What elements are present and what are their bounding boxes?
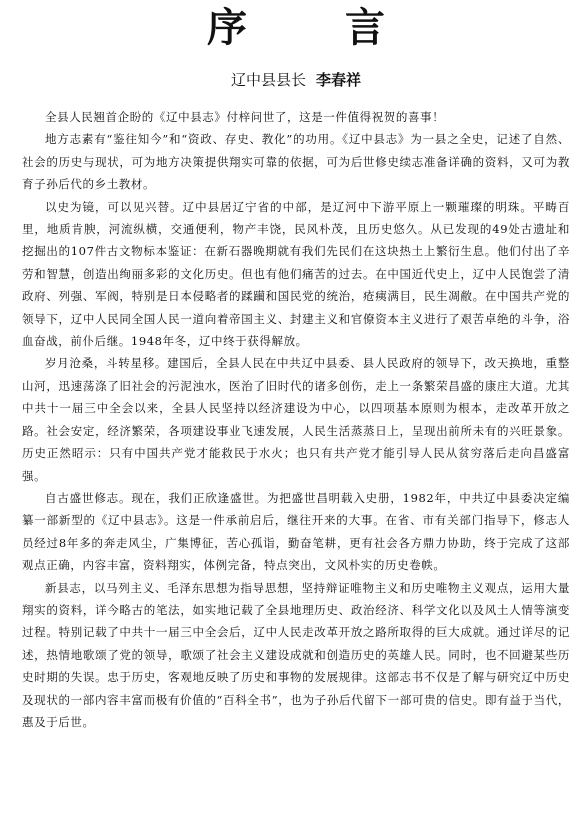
title-char-1: 序 [207, 5, 247, 51]
paragraph: 地方志素有“鉴往知今”和“资政、存史、教化”的功用。《辽中县志》为一县之全史，记述了自然、社会的历史与现状，可为地方决策提供翔实可靠的依据，可为后世修史续志准备详确的资料，又可为教育子孙后代的乡土教材。 [22, 132, 570, 192]
paragraph: 以史为镜，可以见兴替。辽中县居辽宁省的中部，是辽河中下游平原上一颗璀璨的明珠。平畴百里，地质肯腴，河流纵横，交通便利，物产丰饶，民风朴茂，且历史悠久。从已发现的49处古遗址和挖掘出的107件古文物标本鉴证：在新石器晚期就有我们先民们在这块热土上繁衍生息。他们付出了辛劳和智慧，创造出绚丽多彩的文化历史。但也有他们痛苦的过去。在中国近代史上，辽中人民饱尝了清政府、列强、军阀，特别是日本侵略者的蹂躏和国民党的统治，疮痍满目，民生凋敝。在中国共产党的领导下，辽中人民同全国人民一道向着帝国主义、封建主义和官僚资本主义进行了艰苦卓绝的斗争，浴血奋战，前仆后继。1948年冬，辽中终于获得解放。 [22, 199, 570, 349]
author-position: 辽中县县长 [230, 71, 306, 89]
author-name: 李春祥 [316, 71, 362, 89]
preface-body [22, 106, 570, 733]
page-title [22, 0, 570, 50]
paragraph: 全县人民翘首企盼的《辽中县志》付梓问世了，这是一件值得祝贺的喜事！ [45, 110, 445, 124]
title-char-2: 言 [345, 5, 385, 51]
paragraph: 自古盛世修志。现在，我们正欣逢盛世。为把盛世昌明载入史册，1982年，中共辽中县委决定编纂一部新型的《辽中县志》。这是一件承前启后，继往开来的大事。在省、市有关部门指导下，修志人员经过8年多的奔走风尘，广集博征，苦心孤诣，勤奋笔耕，更有社会各方鼎力协助，终于完成了这部观点正确，内容丰富，资料翔实，体例完备，特点突出，文风朴实的历史卷帙。 [22, 490, 570, 573]
author-byline [22, 70, 570, 90]
paragraph: 新县志，以马列主义、毛泽东思想为指导思想，坚持辩证唯物主义和历史唯物主义观点，运用大量翔实的资料，详今略古的笔法，如实地记载了全县地理历史、政治经济、科学文化以及风土人情等演变过程。特别记载了中共十一届三中全会后，辽中人民走改革开放之路所取得的巨大成就。通过详尽的记述，热情地歌颂了党的领导，歌颂了社会主义建设成就和创造历史的英雄人民。同时，也不回避某些历史时期的失误。忠于历史，客观地反映了历史和事物的发展规律。这部志书不仅是了解与研究辽中历史及现状的一部内容丰富而极有价值的“百科全书”，也为子孙后代留下一部可贵的信史。即有益于当代，惠及于后世。 [22, 580, 570, 729]
paragraph: 岁月沧桑，斗转星移。建国后，全县人民在中共辽中县委、县人民政府的领导下，改天换地，重整山河，迅速荡涤了旧社会的污泥浊水，医治了旧时代的诸多创伤，走上一条繁荣昌盛的康庄大道。尤其中共十一届三中全会以来，全县人民坚持以经济建设为中心，以四项基本原则为根本，走改革开放之路。社会安定，经济繁荣，各项建设事业飞速发展，人民生活蒸蒸日上，呈现出前所未有的兴旺景象。历史正然昭示：只有中国共产党才能救民于水火；也只有共产党才能引导人民从贫穷落后走向昌盛富强。 [22, 356, 570, 483]
